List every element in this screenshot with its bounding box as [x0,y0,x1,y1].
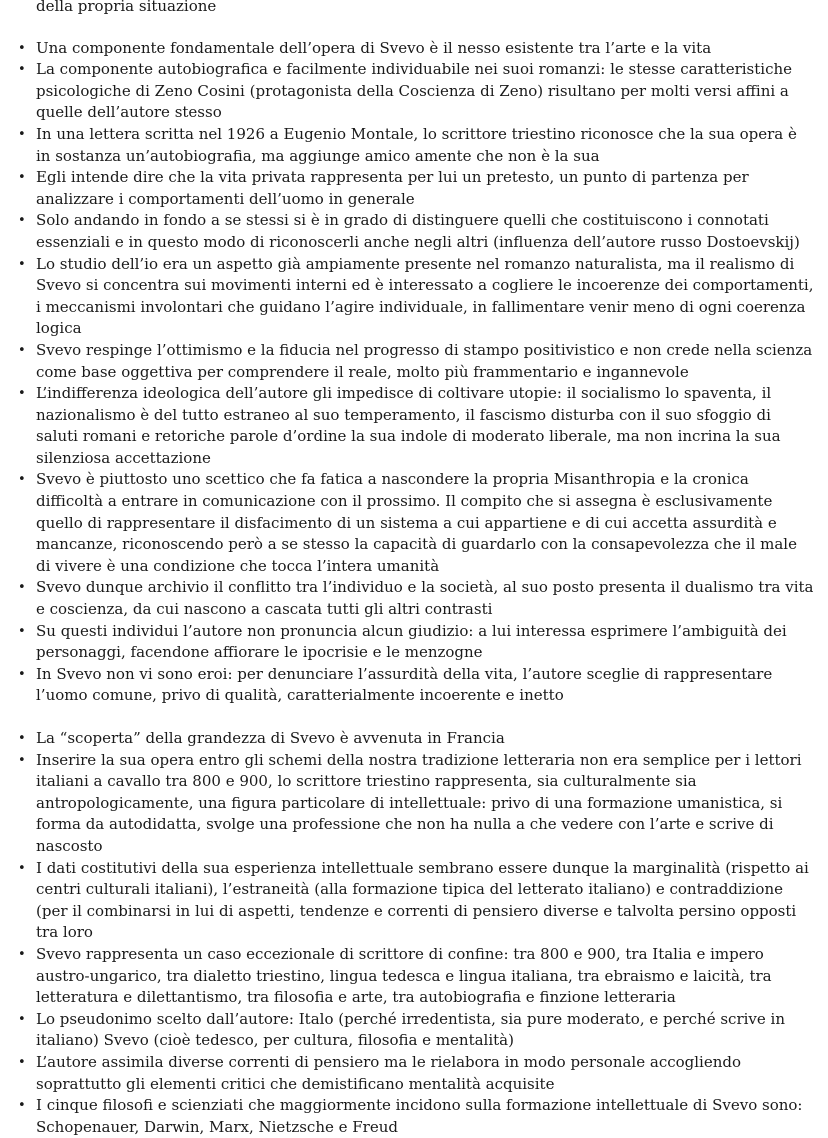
bullet-icon: • [18,1011,26,1027]
bullet-icon: • [18,62,26,78]
list-item-text: Inserire la sua opera entro gli schemi della nostra tradizione letteraria non era semplice per i lettori italiani a cavallo tra 800 e 900, lo scrittore triestino rappresenta, sia culturalmente sia antropologicamente, una figura particolare di intellettuale: privo di una formazione umanistica, si forma da autodidatta, svolge una professione che non ha nulla a che vedere con l’arte e scrive di nascosto [36,750,802,855]
list-item [0,38,828,60]
intro-line: della propria situazione [36,0,217,15]
list-item-text: Egli intende dire che la vita privata rappresenta per lui un pretesto, un punto di partenza per analizzare i comportamenti dell’uomo in generale [36,168,749,208]
list-item [0,664,828,707]
list-item-text: Svevo respinge l’ottimismo e la fiducia nel progresso di stampo positivistico e non crede nella scienza come base oggettiva per comprendere il reale, molto più frammentario e ingannevole [36,340,813,381]
list-item [0,858,828,944]
list-item-text: Su questi individui l’autore non pronuncia alcun giudizio: a lui interessa esprimere l’ambiguità dei personaggi, facendone affiorare le ipocrisie e le menzogne [36,621,787,662]
bullet-icon: • [18,342,26,358]
list-item [0,469,828,577]
list-item [0,167,828,210]
bullet-icon: • [18,40,26,56]
list-item-text: Svevo dunque archivio il conflitto tra l’individuo e la società, al suo posto presenta il dualismo tra vita e coscienza, da cui nascono a cascata tutti gli altri contrasti [36,578,814,619]
list-item [0,1009,828,1052]
list-item [0,340,828,383]
list-item-text: Svevo è piuttosto uno scettico che fa fatica a nascondere la propria Misanthropia e la cronica difficoltà a entrare in comunicazione con il prossimo. Il compito che si assegna è esclusivamente quello di rappresentare il disfacimento di un sistema a cui appartiene e di cui accetta assurdità e mancanze, riconoscendo però a se stesso la capacità di guardarlo con la consapevolezza che il male di vivere è una condizione che tocca l’intera umanità [36,470,797,575]
list-item [0,728,828,750]
list-item-text: Lo pseudonimo scelto dall’autore: Italo (perché irredentista, sia pure moderato, e perché scrive in italiano) Svevo (cioè tedesco, per cultura, filosofia e mentalità) [36,1009,786,1050]
bullet-icon: • [18,256,26,272]
list-item-text: L’autore assimila diverse correnti di pensiero ma le rielabora in modo personale accogliendo soprattutto gli elementi critici che demistificano mentalità acquisite [36,1052,742,1093]
list-item [0,254,828,340]
list-item-text: La “scoperta” della grandezza di Svevo è avvenuta in Francia [36,729,505,747]
list-item [0,621,828,664]
list-item-text: In una lettera scritta nel 1926 a Eugenio Montale, lo scrittore triestino riconosce che la sua opera è in sostanza un’autobiografia, ma aggiunge amico amente che non è la sua [36,124,797,165]
bullet-icon: • [18,126,26,142]
list-item [0,944,828,1009]
list-item-text: Lo studio dell’io era un aspetto già ampiamente presente nel romanzo naturalista, ma il realismo di Svevo si concentra sui movimenti interni ed è interessato a cogliere le incoerenze dei comportamenti, i meccanismi involontari che guidano l’agire individuale, in fallimentare venir meno di ogni coerenza logica [36,254,814,338]
list-item [0,1095,828,1138]
list-item-text: Solo andando in fondo a se stessi si è in grado di distinguere quelli che costituiscono i connotati essenziali e in questo modo di riconoscerli anche negli altri (influenza dell’autore russo Dostoevskij) [36,211,800,251]
bullet-icon: • [18,946,26,962]
bullet-icon: • [18,731,26,746]
list-item [0,59,828,124]
list-item [0,124,828,167]
list-item [0,577,828,620]
list-item-text: Svevo rappresenta un caso eccezionale di scrittore di confine: tra 800 e 900, tra Italia e impero austro-ungarico, tra dialetto triestino, lingua tedesca e lingua italiana, tra ebraismo e laicità, tra letteratura e dilettantismo, tra filosofia e arte, tra autobiografia e finzione letteraria [36,944,772,1007]
list-item [0,1052,828,1095]
list-item [0,383,828,469]
bullet-icon: • [18,472,26,488]
bullet-icon: • [18,213,26,229]
list-item-text: L’indifferenza ideologica dell’autore gli impedisce di coltivare utopie: il socialismo lo spaventa, il nazionalismo è del tutto estraneo al suo temperamento, il fascismo disturba con il suo sfoggio di saluti romani e retoriche parole d’ordine la sua indole di moderato liberale, ma non incrina la sua silenziosa accettazione [36,384,781,467]
list-item-text: In Svevo non vi sono eroi: per denunciare l’assurdità della vita, l’autore sceglie di rappresentare l’uomo comune, privo di qualità, caratterialmente incoerente e inetto [36,664,773,705]
bullet-icon: • [18,1054,26,1070]
bullet-icon: • [18,1098,26,1114]
list-item [0,750,828,858]
list-item-text: La componente autobiografica e facilmente individuabile nei suoi romanzi: le stesse caratteristiche psicologiche di Zeno Cosini (protagonista della Coscienza di Zeno) risultano per molti versi affini a quelle dell’autore stesso [36,60,793,122]
bullet-list-2 [0,728,828,1138]
list-item-text: I cinque filosofi e scienziati che maggiormente incidono sulla formazione intellettuale di Svevo sono: Schopenauer, Darwin, Marx, Nietzsche e Freud [36,1096,803,1136]
bullet-list-1 [0,38,828,707]
bullet-icon: • [18,386,26,402]
list-item-text: Una componente fondamentale dell’opera di Svevo è il nesso esistente tra l’arte e la vita [36,38,712,57]
bullet-icon: • [18,860,26,876]
list-item [0,210,828,253]
list-item-text: I dati costitutivi della sua esperienza intellettuale sembrano essere dunque la marginalità (rispetto ai centri culturali italiani), l’estraneità (alla formazione tipica del letterato italiano) e contraddizione (per il combinarsi in lui di aspetti, tendenze e correnti di pensiero diverse e talvolta persino opposti tra loro [36,858,809,942]
bullet-icon: • [18,623,26,639]
bullet-icon: • [18,580,26,596]
bullet-icon: • [18,666,26,682]
bullet-icon: • [18,170,26,186]
bullet-icon: • [18,752,26,768]
